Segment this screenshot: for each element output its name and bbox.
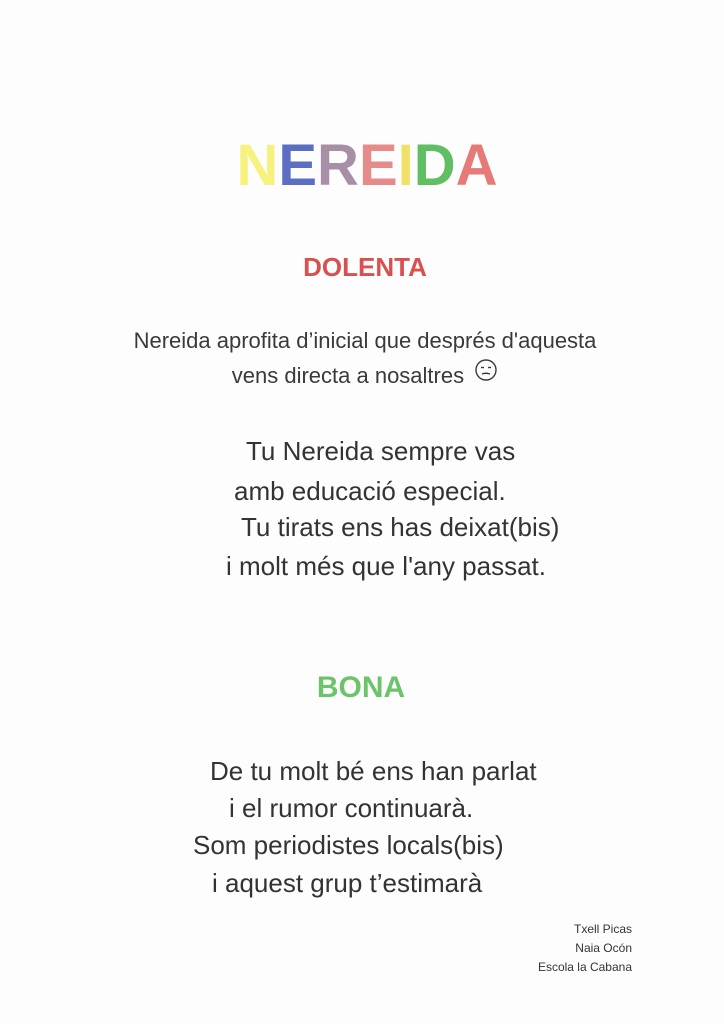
title-letter: I	[397, 133, 414, 198]
title-letter: N	[236, 133, 279, 198]
intro-line-2	[0, 359, 724, 393]
title-letter: E	[278, 133, 318, 198]
verse-line: Tu tirats ens has deixat(bis)	[241, 512, 560, 542]
credit-author-2: Naia Ocón	[575, 941, 632, 955]
section-heading-bad: DOLENTA	[303, 252, 427, 282]
intro-line-2-text: vens directa a nosaltres	[231, 363, 465, 388]
title-letter: A	[455, 133, 498, 198]
credits-block	[538, 920, 632, 977]
verse-line: De tu molt bé ens han parlat	[210, 756, 537, 786]
intro-line-1: Nereida aprofita d’inicial que després d'aquesta	[133, 328, 597, 353]
credit-author-1: Txell Picas	[573, 922, 632, 936]
title-letter: D	[413, 133, 456, 198]
page-title	[0, 133, 724, 199]
verse-line: Tu Nereida sempre vas	[246, 436, 516, 466]
section-heading-good: BONA	[316, 671, 406, 704]
title-letter: E	[358, 133, 398, 198]
verse-line: i aquest grup t’estimarà	[212, 868, 483, 898]
credit-school: Escola la Cabana	[537, 960, 632, 974]
unamused-face-icon	[474, 358, 498, 392]
verse-line: amb educació especial.	[234, 476, 506, 506]
title-letter: R	[317, 133, 359, 198]
verse-line: i molt més que l'any passat.	[226, 551, 546, 581]
verse-line: i el rumor continuarà.	[229, 793, 474, 823]
verse-line: Som periodistes locals(bis)	[193, 830, 504, 860]
